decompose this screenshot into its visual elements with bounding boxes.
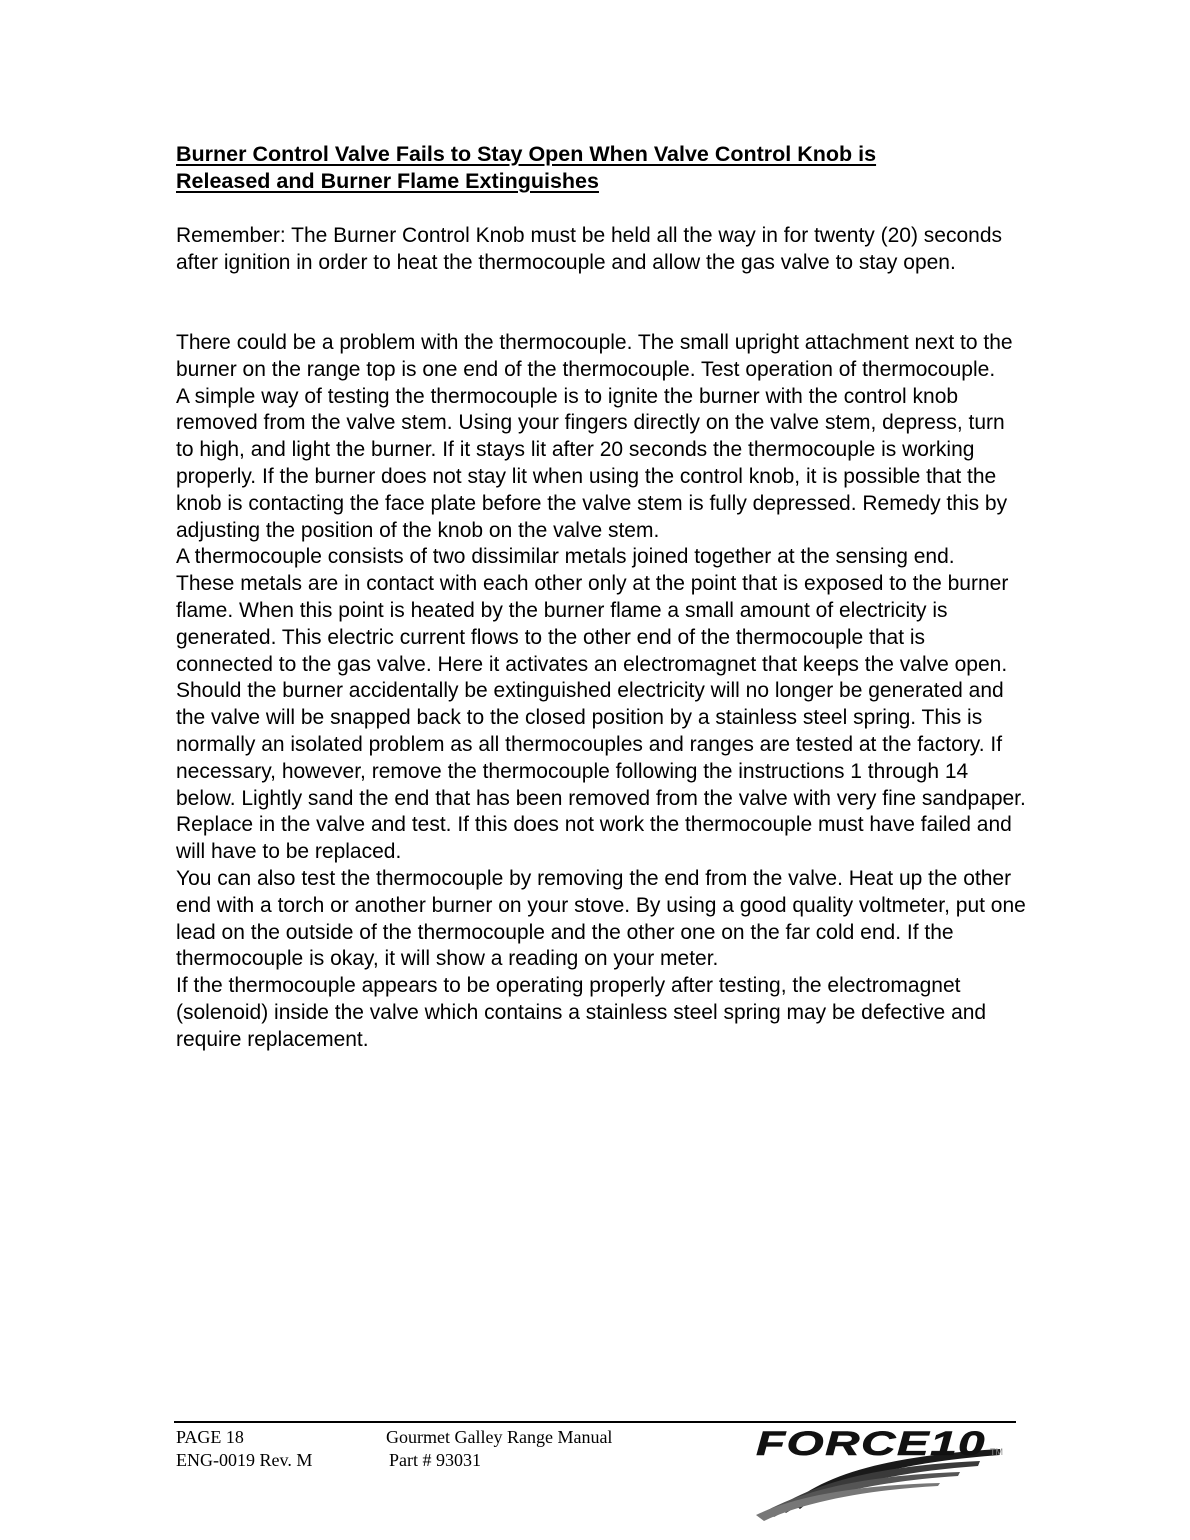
footer-page-number: PAGE 18 (176, 1427, 244, 1447)
footer-divider (174, 1421, 1016, 1423)
remember-note (176, 223, 1026, 277)
logo-wordmark: FORCE10 (756, 1425, 986, 1463)
footer-manual-title: Gourmet Galley Range Manual (386, 1427, 613, 1447)
paragraph-simple-test: A simple way of testing the thermocouple is to ignite the burner with the control knob removed from the valve stem. Using your fingers directly on the valve stem, depress, turn to high, and light the burner. If it stays lit after 20 seconds the thermocouple is working properly. If the burner does not stay lit when using the control knob, it is possible that the knob is contacting the face plate before the valve stem is fully depressed. Remedy this by adjusting the position of the knob on the valve stem. (176, 384, 1008, 542)
paragraph-problem: There could be a problem with the thermocouple. The small upright attachment next to the burner on the range top is one end of the thermocouple. Test operation of thermocouple. (176, 331, 1013, 381)
troubleshooting-text (176, 330, 1026, 1054)
footer-doc-revision: ENG-0019 Rev. M (176, 1450, 313, 1470)
paragraph-extinguished: Should the burner accidentally be extinguished electricity will no longer be generated and the valve will be snapped back to the closed position by a stainless steel spring. This is normally an isolated problem as all thermocouples and ranges are tested at the factory. If necessary, however, remove the thermocouple following the instructions 1 through 14 below. Lightly sand the end that has been removed from the valve with very fine sandpaper. Replace in the valve and test. If this does not work the thermocouple must have failed and will have to be replaced. (176, 679, 1026, 864)
heading-line-2: Released and Burner Flame Extinguishes (176, 169, 599, 193)
force10-logo (750, 1425, 1020, 1525)
logo-trademark: TM (990, 1447, 1003, 1457)
remember-paragraph: Remember: The Burner Control Knob must be held all the way in for twenty (20) seconds after ignition in order to heat the thermocouple and allow the gas valve to stay open. (176, 224, 1003, 274)
footer-part-number: Part # 93031 (389, 1450, 481, 1470)
paragraph-how-it-works: These metals are in contact with each other only at the point that is exposed to the burner flame. When this point is heated by the burner flame a small amount of electricity is generated. This electric current flows to the other end of the thermocouple that is connected to the gas valve. Here it activates an electromagnet that keeps the valve open. (176, 572, 1009, 676)
paragraph-definition: A thermocouple consists of two dissimilar metals joined together at the sensing end. (176, 545, 955, 569)
paragraph-solenoid: If the thermocouple appears to be operating properly after testing, the electromagnet (solenoid) inside the valve which contains a stainless steel spring may be defective and require replacement. (176, 974, 987, 1051)
heading-line-1: Burner Control Valve Fails to Stay Open When Valve Control Knob is (176, 142, 877, 166)
section-heading (176, 141, 976, 195)
paragraph-voltmeter-test: You can also test the thermocouple by removing the end from the valve. Heat up the other end with a torch or another burner on your stove. By using a good quality voltmeter, put one lead on the outside of the thermocouple and the other one on the far cold end. If the thermocouple is okay, it will show a reading on your meter. (176, 866, 1026, 971)
